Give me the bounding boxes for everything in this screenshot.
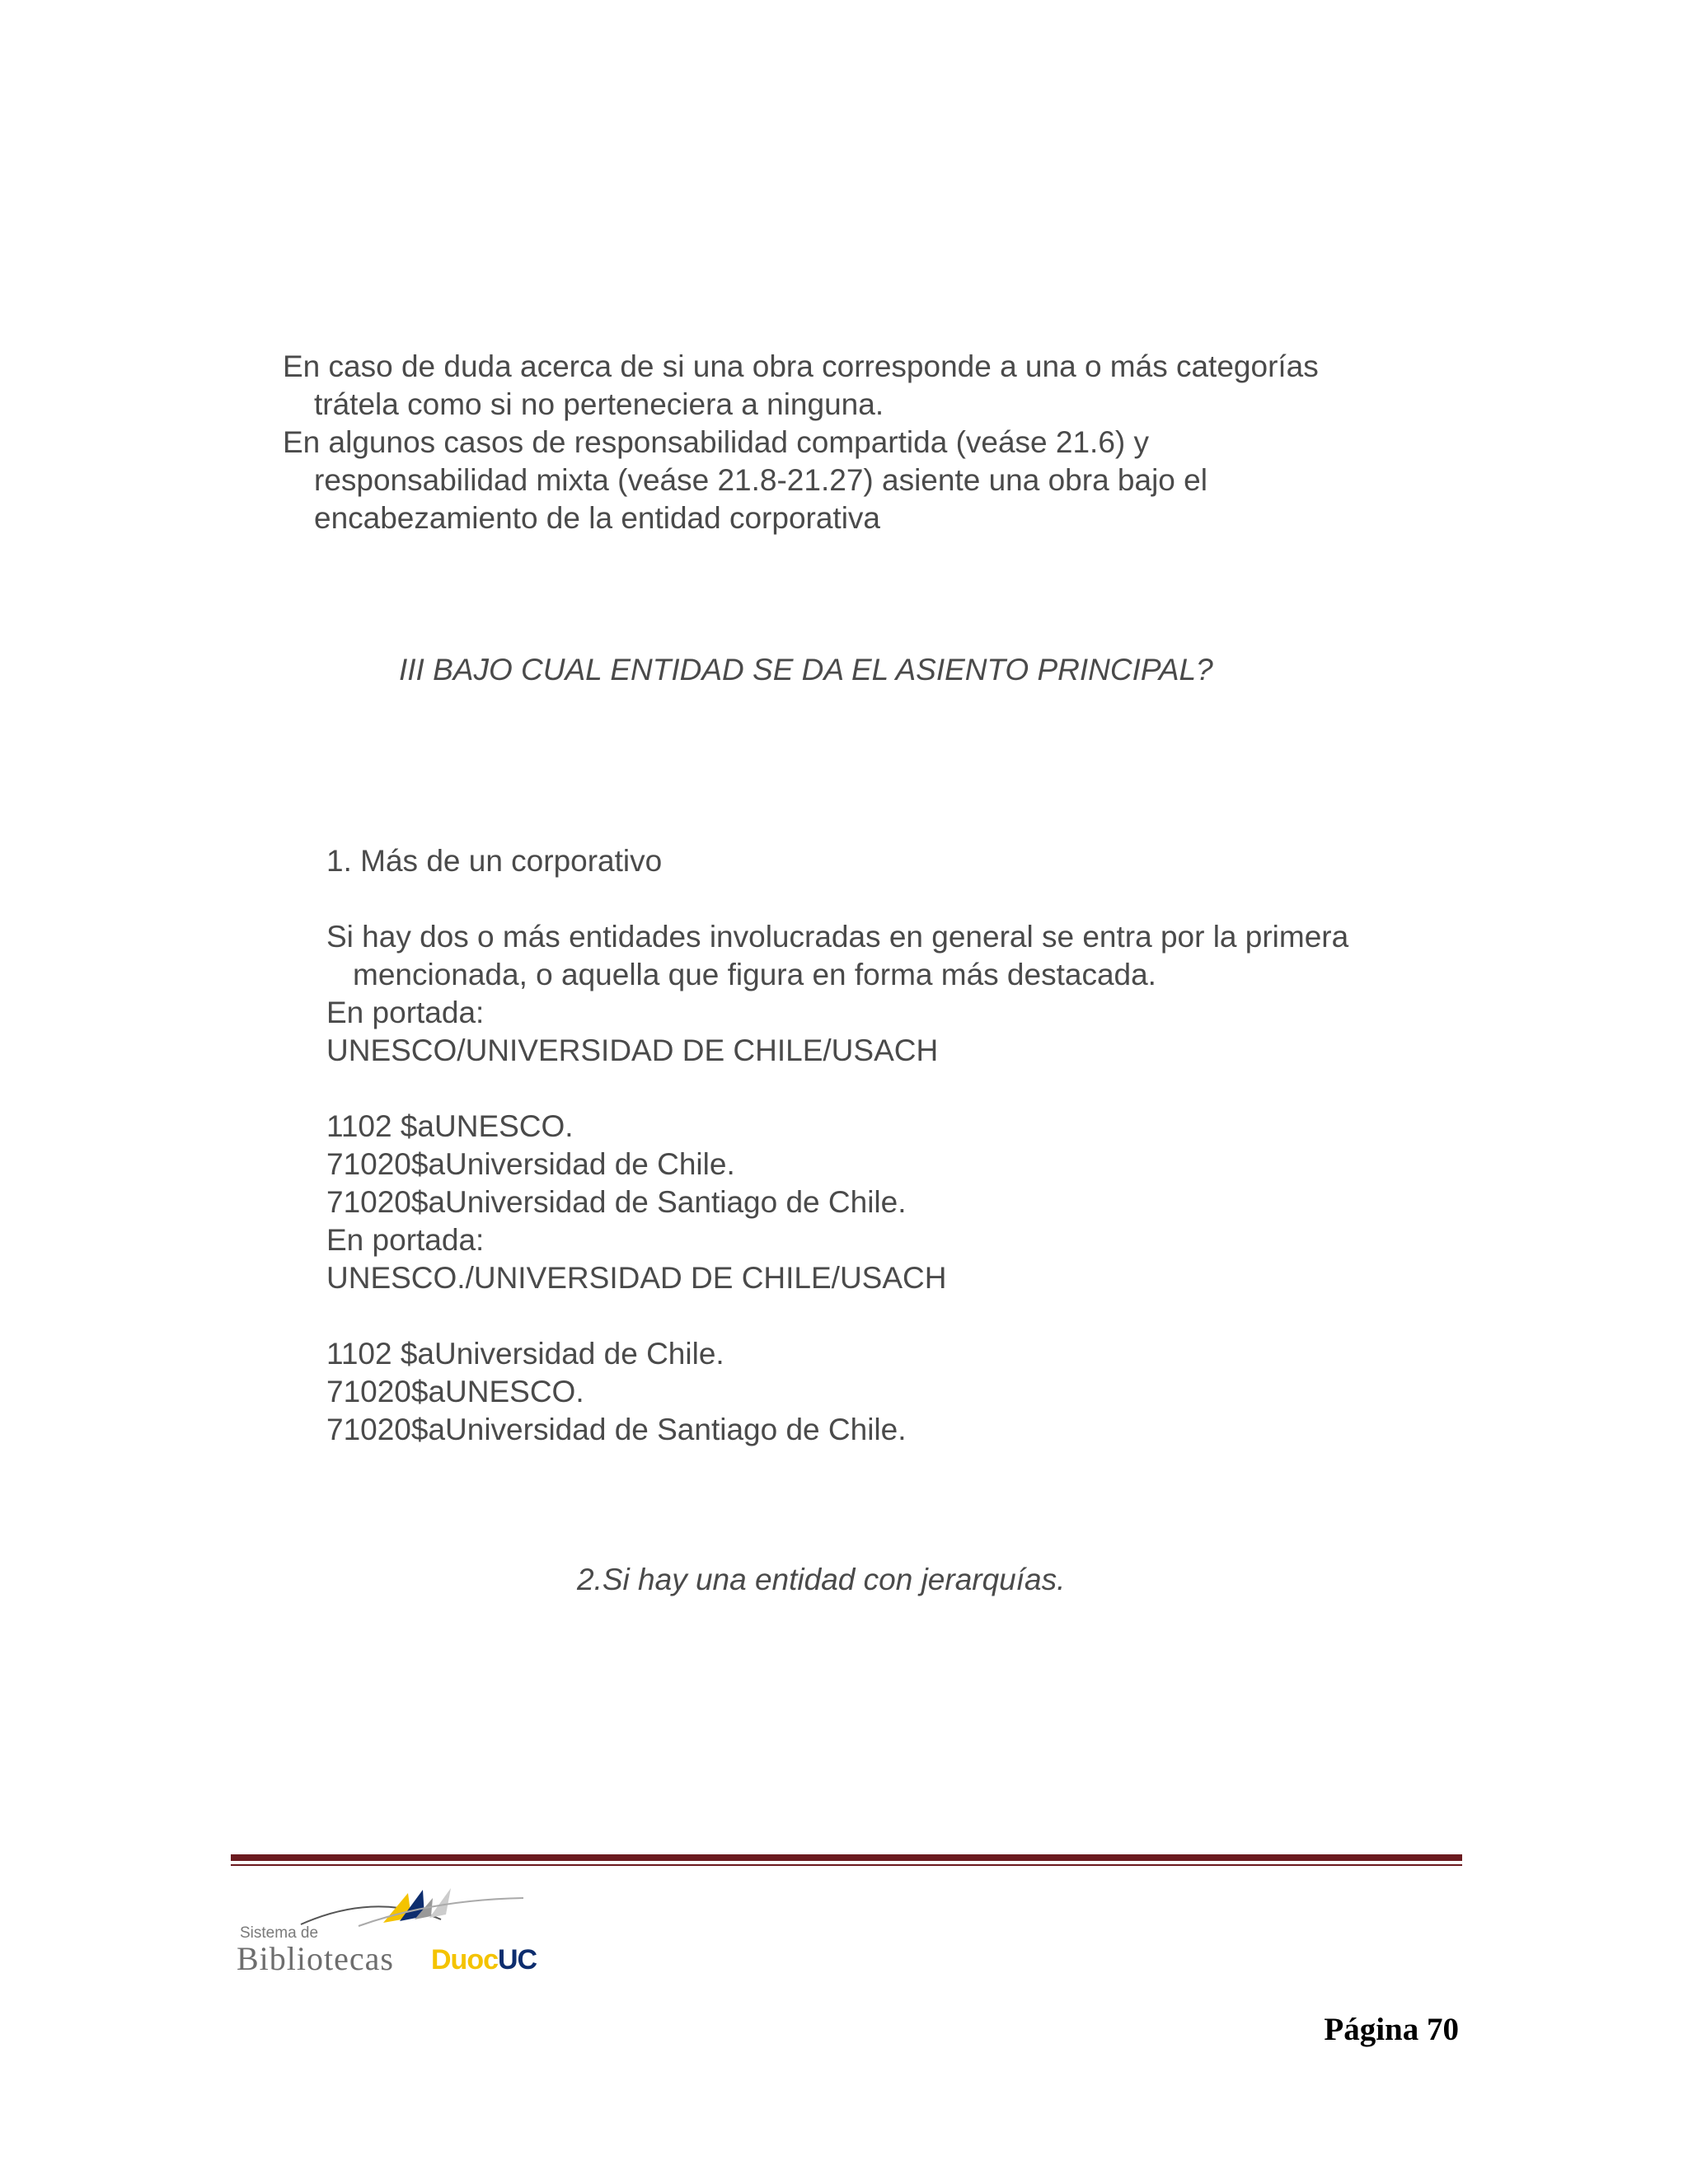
paragraph-1-line-2: trátela como si no perteneciera a ninguna. xyxy=(314,387,884,421)
example-2-entry: 71020$aUniversidad de Santiago de Chile. xyxy=(326,1413,907,1446)
logo-text-big: Bibliotecas xyxy=(237,1940,394,1977)
section-heading: III BAJO CUAL ENTIDAD SE DA EL ASIENTO PRINCIPAL? xyxy=(399,653,1213,687)
example-2-source: UNESCO./UNIVERSIDAD DE CHILE/USACH xyxy=(326,1261,947,1295)
page-number: Página 70 xyxy=(1324,2012,1459,2047)
logo-duoc-uc: DuocUC xyxy=(431,1944,537,1975)
example-1-entry: 71020$aUniversidad de Chile. xyxy=(326,1147,735,1181)
footer-rule-thin xyxy=(231,1864,1462,1866)
example-1-entry: 1102 $aUNESCO. xyxy=(326,1109,574,1143)
paragraph-2-line-1: En algunos casos de responsabilidad compartida (veáse 21.6) y xyxy=(283,425,1150,459)
subsection-1-intro-line-1: Si hay dos o más entidades involucradas en general se entra por la primera xyxy=(326,920,1349,954)
footer-rule-thick xyxy=(231,1854,1462,1861)
library-logo xyxy=(235,1883,598,1990)
subsection-2-heading: 2.Si hay una entidad con jerarquías. xyxy=(577,1563,1066,1596)
example-1-entry: 71020$aUniversidad de Santiago de Chile. xyxy=(326,1185,907,1219)
example-1-label: En portada: xyxy=(326,996,485,1029)
logo-text-small: Sistema de xyxy=(240,1924,319,1942)
example-2-entry: 1102 $aUniversidad de Chile. xyxy=(326,1337,724,1371)
subsection-1-intro-line-2: mencionada, o aquella que figura en forma más destacada. xyxy=(353,958,1156,991)
paragraph-2-line-3: encabezamiento de la entidad corporativa xyxy=(314,501,881,535)
paragraph-1-line-1: En caso de duda acerca de si una obra corresponde a una o más categorías xyxy=(283,349,1319,383)
example-1-source: UNESCO/UNIVERSIDAD DE CHILE/USACH xyxy=(326,1033,939,1067)
subsection-1-title: 1. Más de un corporativo xyxy=(326,844,663,878)
example-2-label: En portada: xyxy=(326,1223,485,1257)
paragraph-2-line-2: responsabilidad mixta (veáse 21.8-21.27) asiente una obra bajo el xyxy=(314,463,1207,497)
example-2-entry: 71020$aUNESCO. xyxy=(326,1375,584,1408)
